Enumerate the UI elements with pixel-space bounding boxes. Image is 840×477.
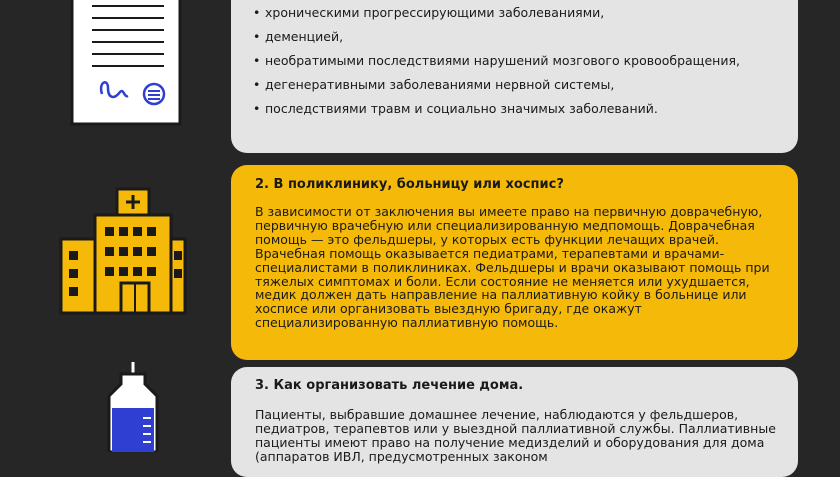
list-item: • последствиями травм и социально значимых заболеваний. bbox=[253, 101, 658, 116]
iv-bag-icon bbox=[103, 362, 163, 452]
list-item: • необратимыми последствиями нарушений мозгового кровообращения, bbox=[253, 53, 740, 68]
section-title: 2. В поликлинику, больницу или хоспис? bbox=[255, 177, 564, 192]
section-body: В зависимости от заключения вы имеете право на первичную доврачебную, первичную врачебную или специализированную медпомощь. Доврачебная помощь — это фельдшеры, у которых есть функции лечащих врачей. Врачебная помощь оказывается педиатрами, терапевтами и врачами-специалистами в поликлиниках. Фельдшеры и врачи оказывают помощь при тяжелых симптомах и боли. Если состояние не меняется или ухудшается, медик должен дать направление на паллиативную койку в больнице или хосписе или организовать выездную бригаду, где окажут специализированную паллиативную помощь. bbox=[255, 204, 770, 331]
condition-text: деменцией, bbox=[265, 29, 344, 44]
conditions-list bbox=[253, 6, 776, 126]
hospital-icon bbox=[59, 187, 187, 315]
list-item: • деменцией, bbox=[253, 29, 344, 44]
section-title: 3. Как организовать лечение дома. bbox=[255, 378, 524, 393]
condition-text: необратимыми последствиями нарушений мозгового кровообращения, bbox=[265, 53, 740, 68]
home-treatment-card bbox=[231, 367, 798, 477]
condition-text: последствиями травм и социально значимых заболеваний. bbox=[265, 101, 658, 116]
document-icon bbox=[68, 0, 188, 130]
section-body: Пациенты, выбравшие домашнее лечение, наблюдаются у фельдшеров, педиатров, терапевтов или у выездной паллиативной службы. Паллиативные пациенты имеют право на получение медизделий и оборудования для дома (аппаратов ИВЛ, предусмотренных законом bbox=[255, 407, 776, 464]
conditions-card bbox=[231, 0, 798, 153]
condition-text: хроническими прогрессирующими заболеваниями, bbox=[265, 5, 605, 20]
condition-text: дегенеративными заболеваниями нервной системы, bbox=[265, 77, 615, 92]
clinic-hospital-hospice-card bbox=[231, 165, 798, 360]
list-item: • дегенеративными заболеваниями нервной системы, bbox=[253, 77, 615, 92]
list-item: • хроническими прогрессирующими заболеваниями, bbox=[253, 5, 605, 20]
